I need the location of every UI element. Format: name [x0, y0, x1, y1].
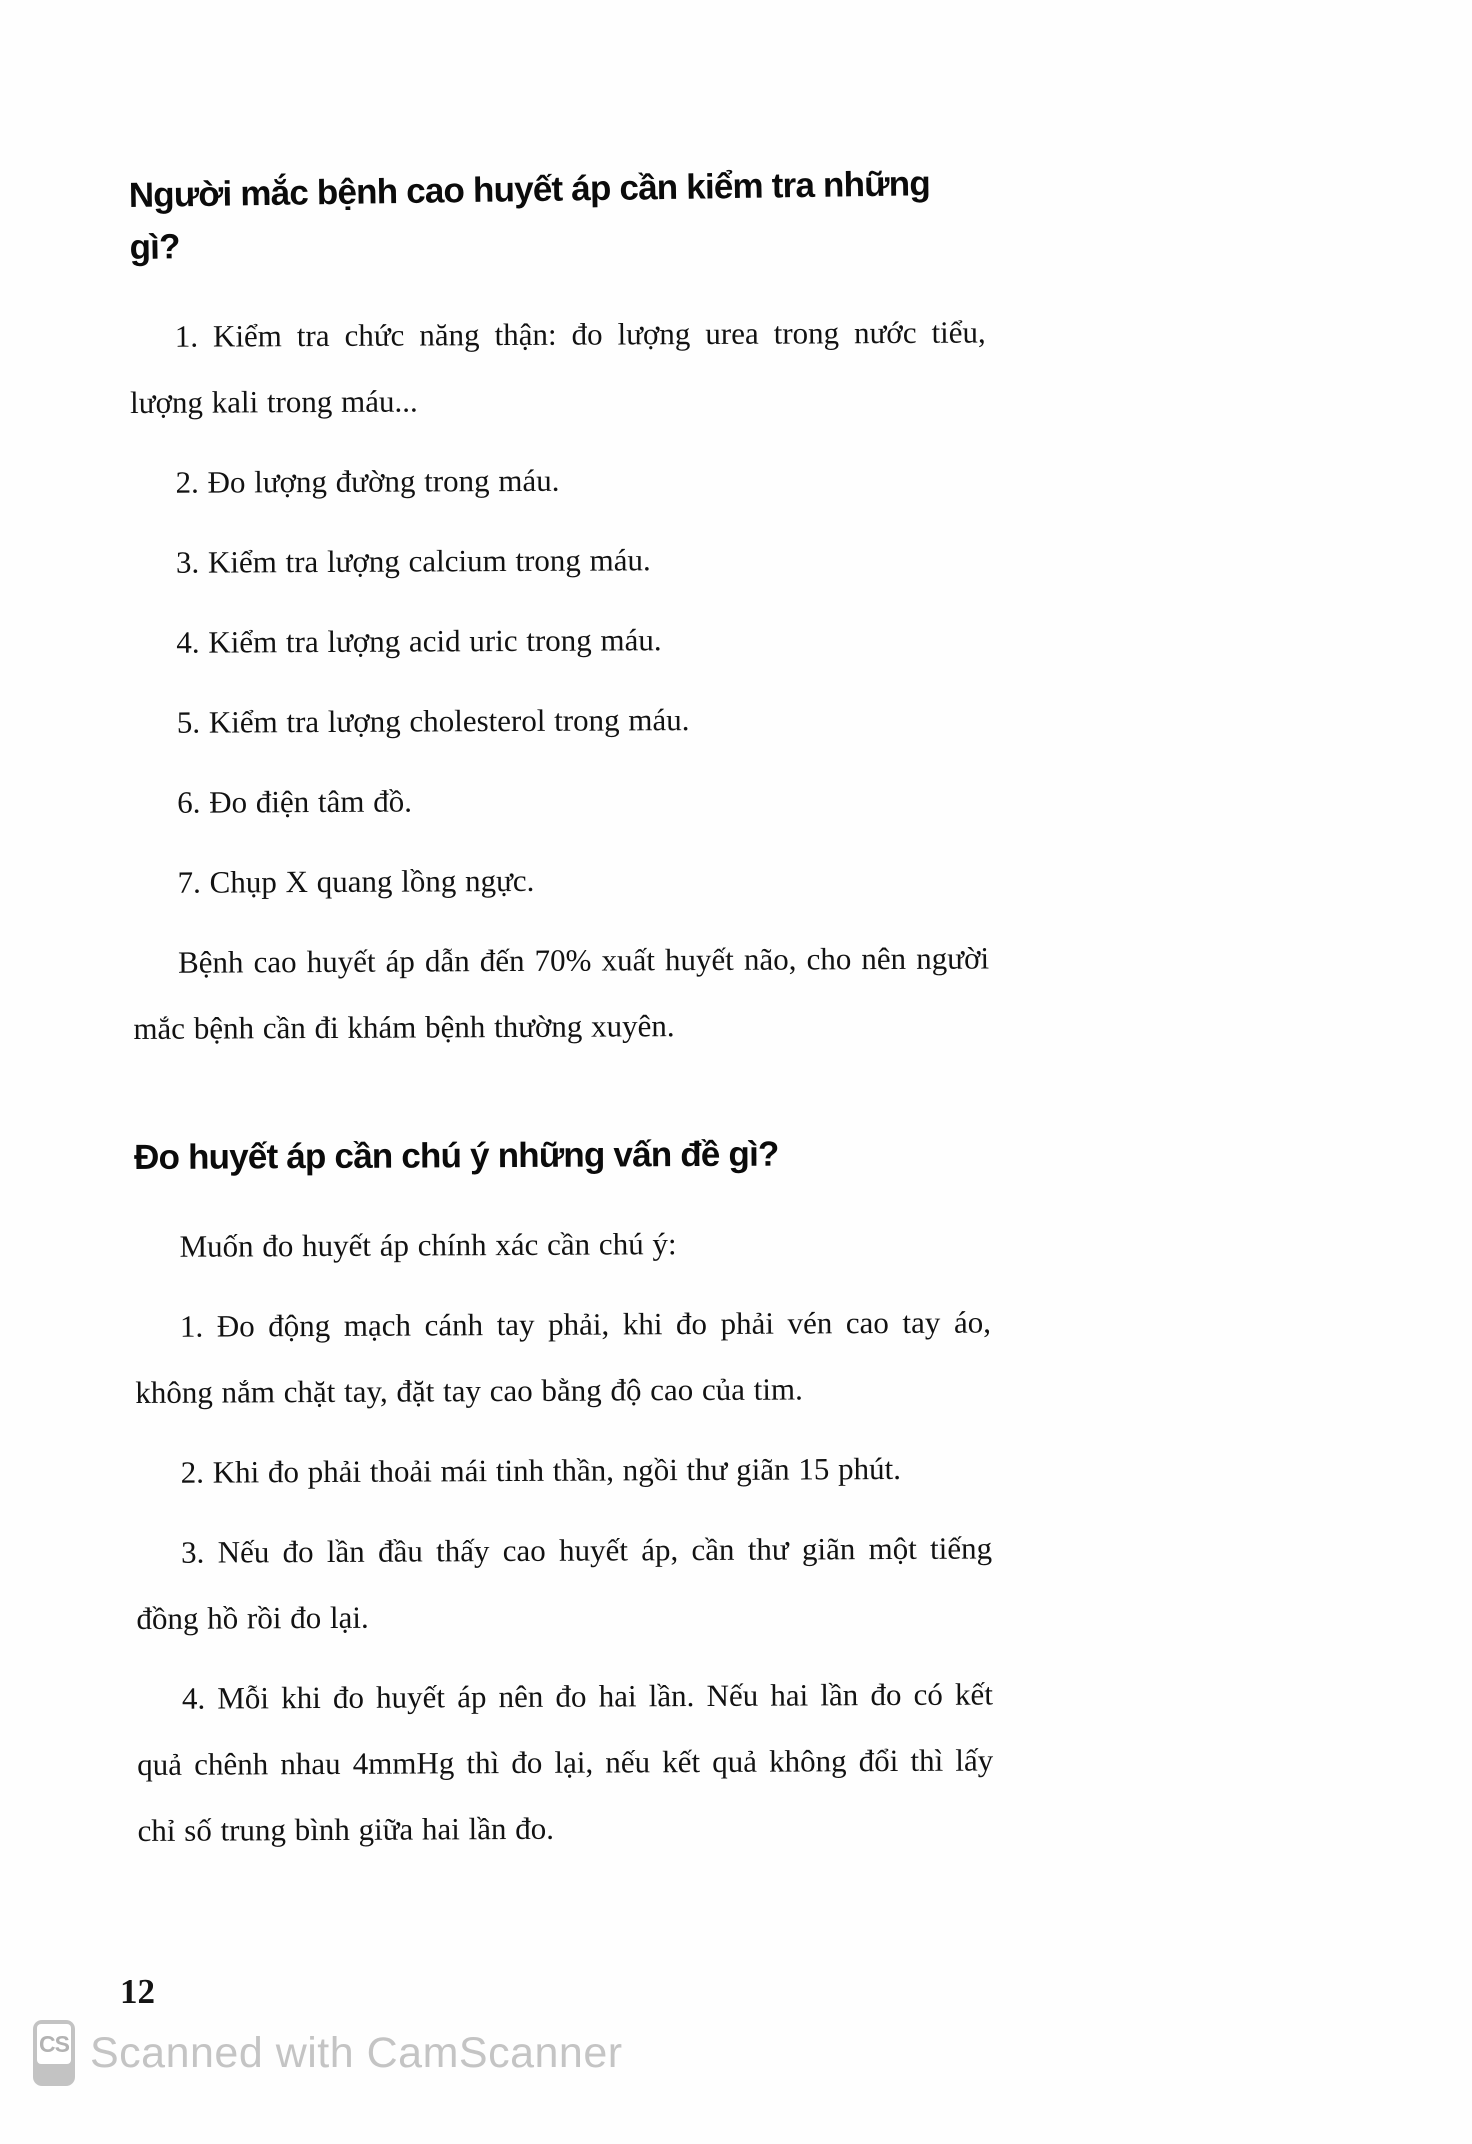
- closing-paragraph: Bệnh cao huyết áp dẫn đến 70% xuất huyết não, cho nên người mắc bệnh cần đi khám bệnh thường xuyên.: [133, 940, 990, 1046]
- list-item: 1. Kiểm tra chức năng thận: đo lượng urea trong nước tiểu, lượng kali trong máu...: [130, 314, 986, 420]
- list-item: 2. Khi đo phải thoải mái tinh thần, ngồi thư giãn 15 phút.: [180, 1450, 901, 1490]
- camscanner-cs-icon: [33, 2020, 75, 2086]
- list-item: 6. Đo điện tâm đồ.: [177, 783, 413, 820]
- page-content: [128, 0, 994, 1878]
- list-item: 3. Kiểm tra lượng calcium trong máu.: [175, 542, 651, 580]
- list-item: 4. Mỗi khi đo huyết áp nên đo hai lần. Nếu hai lần đo có kết quả chênh nhau 4mmHg thì đo lại, nếu kết quả không đổi thì lấy chỉ số trung bình giữa hai lần đo.: [137, 1676, 994, 1848]
- page-number: 12: [120, 1972, 155, 2011]
- cs-icon-label: CS: [37, 2024, 71, 2064]
- list-item: 1. Đo động mạch cánh tay phải, khi đo phải vén cao tay áo, không nắm chặt tay, đặt tay cao bằng độ cao của tim.: [135, 1304, 992, 1410]
- list-item: 5. Kiểm tra lượng cholesterol trong máu.: [176, 702, 690, 740]
- list-item: 7. Chụp X quang lồng ngực.: [177, 862, 535, 900]
- list-item: 4. Kiểm tra lượng acid uric trong máu.: [176, 622, 662, 660]
- watermark-text: Scanned with CamScanner: [90, 2028, 623, 2077]
- list-item: 2. Đo lượng đường trong máu.: [175, 462, 560, 500]
- section-heading-checkups: Người mắc bệnh cao huyết áp cần kiểm tra những gì?: [128, 164, 931, 267]
- intro-paragraph: Muốn đo huyết áp chính xác cần chú ý:: [179, 1226, 677, 1264]
- section-heading-measuring: Đo huyết áp cần chú ý những vấn đề gì?: [133, 1134, 779, 1177]
- camscanner-watermark: [33, 2020, 623, 2086]
- list-item: 3. Nếu đo lần đầu thấy cao huyết áp, cần thư giãn một tiếng đồng hồ rồi đo lại.: [136, 1530, 993, 1636]
